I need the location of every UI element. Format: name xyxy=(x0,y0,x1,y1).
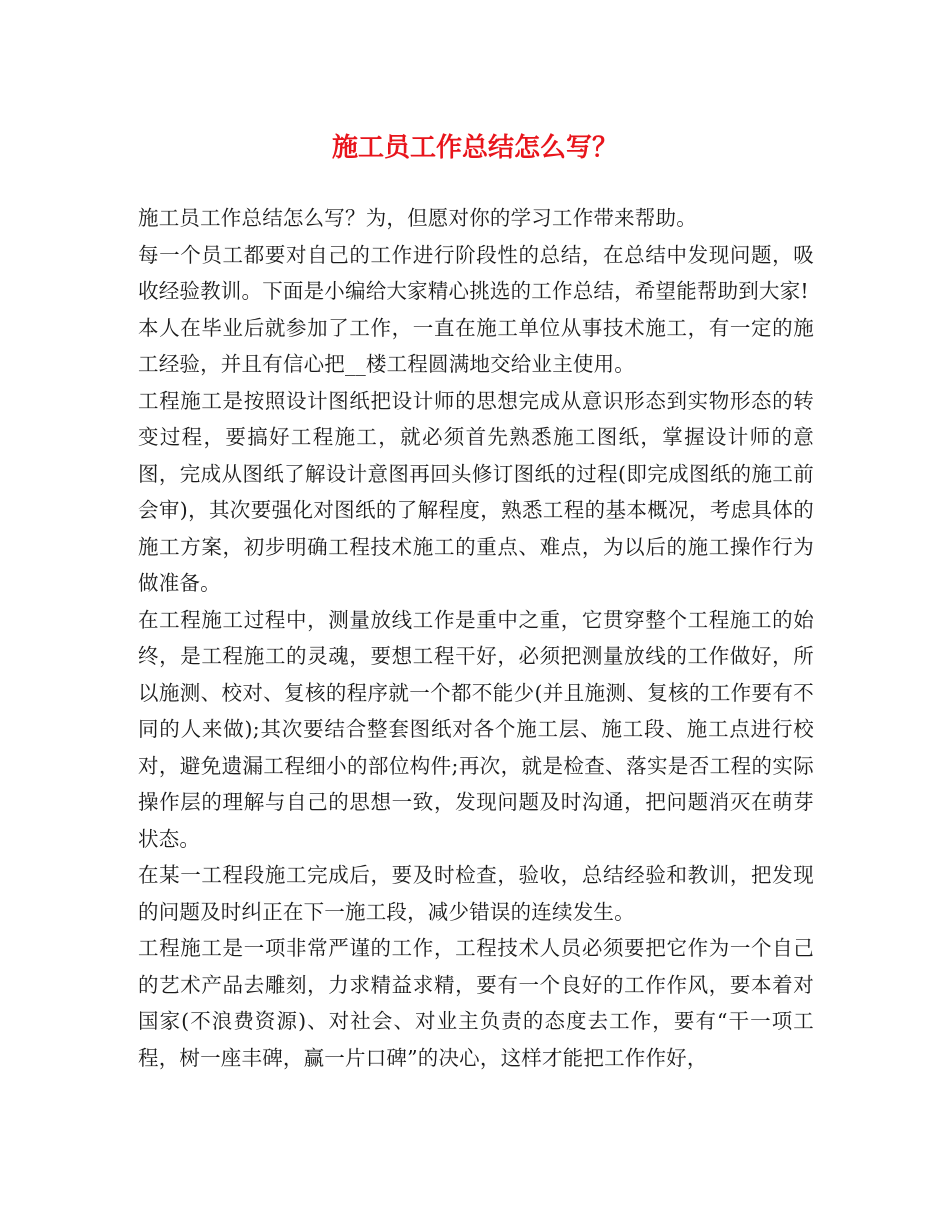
paragraph-work-attitude: 工程施工是一项非常严谨的工作，工程技术人员必须要把它作为一个自己的艺术产品去雕刻，力求精益求精，要有一个良好的工作作风，要本着对国家(不浪费资源)、对社会、对业主负责的态度去工作，要有“干一项工程，树一座丰碑，赢一片口碑”的决心，这样才能把工作作好， xyxy=(138,936,814,1070)
paragraph-intro: 施工员工作总结怎么写？为，但愿对你的学习工作带来帮助。 xyxy=(138,206,697,230)
document-title: 施工员工作总结怎么写？ xyxy=(331,133,618,163)
paragraph-drawings: 工程施工是按照设计图纸把设计师的思想完成从意识形态到实物形态的转变过程，要搞好工程施工，就必须首先熟悉施工图纸，掌握设计师的意图，完成从图纸了解设计意图再回头修订图纸的过程(即完成图纸的施工前会审)，其次要强化对图纸的了解程度，熟悉工程的基本概况，考虑具体的施工方案，初步明确工程技术施工的重点、难点，为以后的施工操作行为做准备。 xyxy=(138,388,814,595)
paragraph-surveying: 在工程施工过程中，测量放线工作是重中之重，它贯穿整个工程施工的始终，是工程施工的灵魂，要想工程干好，必须把测量放线的工作做好，所以施测、校对、复核的程序就一个都不能少(并且施测、复核的工作要有不同的人来做);其次要结合整套图纸对各个施工层、施工段、施工点进行校对，避免遗漏工程细小的部位构件;再次，就是检查、落实是否工程的实际操作层的理解与自己的思想一致，发现问题及时沟通，把问题消灭在萌芽状态。 xyxy=(138,607,814,851)
paragraph-background: 本人在毕业后就参加了工作，一直在施工单位从事技术施工，有一定的施工经验，并且有信心把__楼工程圆满地交给业主使用。 xyxy=(138,315,814,376)
document-body xyxy=(138,200,814,1076)
paragraph-summary-purpose: 每一个员工都要对自己的工作进行阶段性的总结，在总结中发现问题，吸收经验教训。下面是小编给大家精心挑选的工作总结，希望能帮助到大家! xyxy=(138,242,814,303)
paragraph-inspection: 在某一工程段施工完成后，要及时检查，验收，总结经验和教训，把发现的问题及时纠正在下一施工段，减少错误的连续发生。 xyxy=(138,863,814,924)
